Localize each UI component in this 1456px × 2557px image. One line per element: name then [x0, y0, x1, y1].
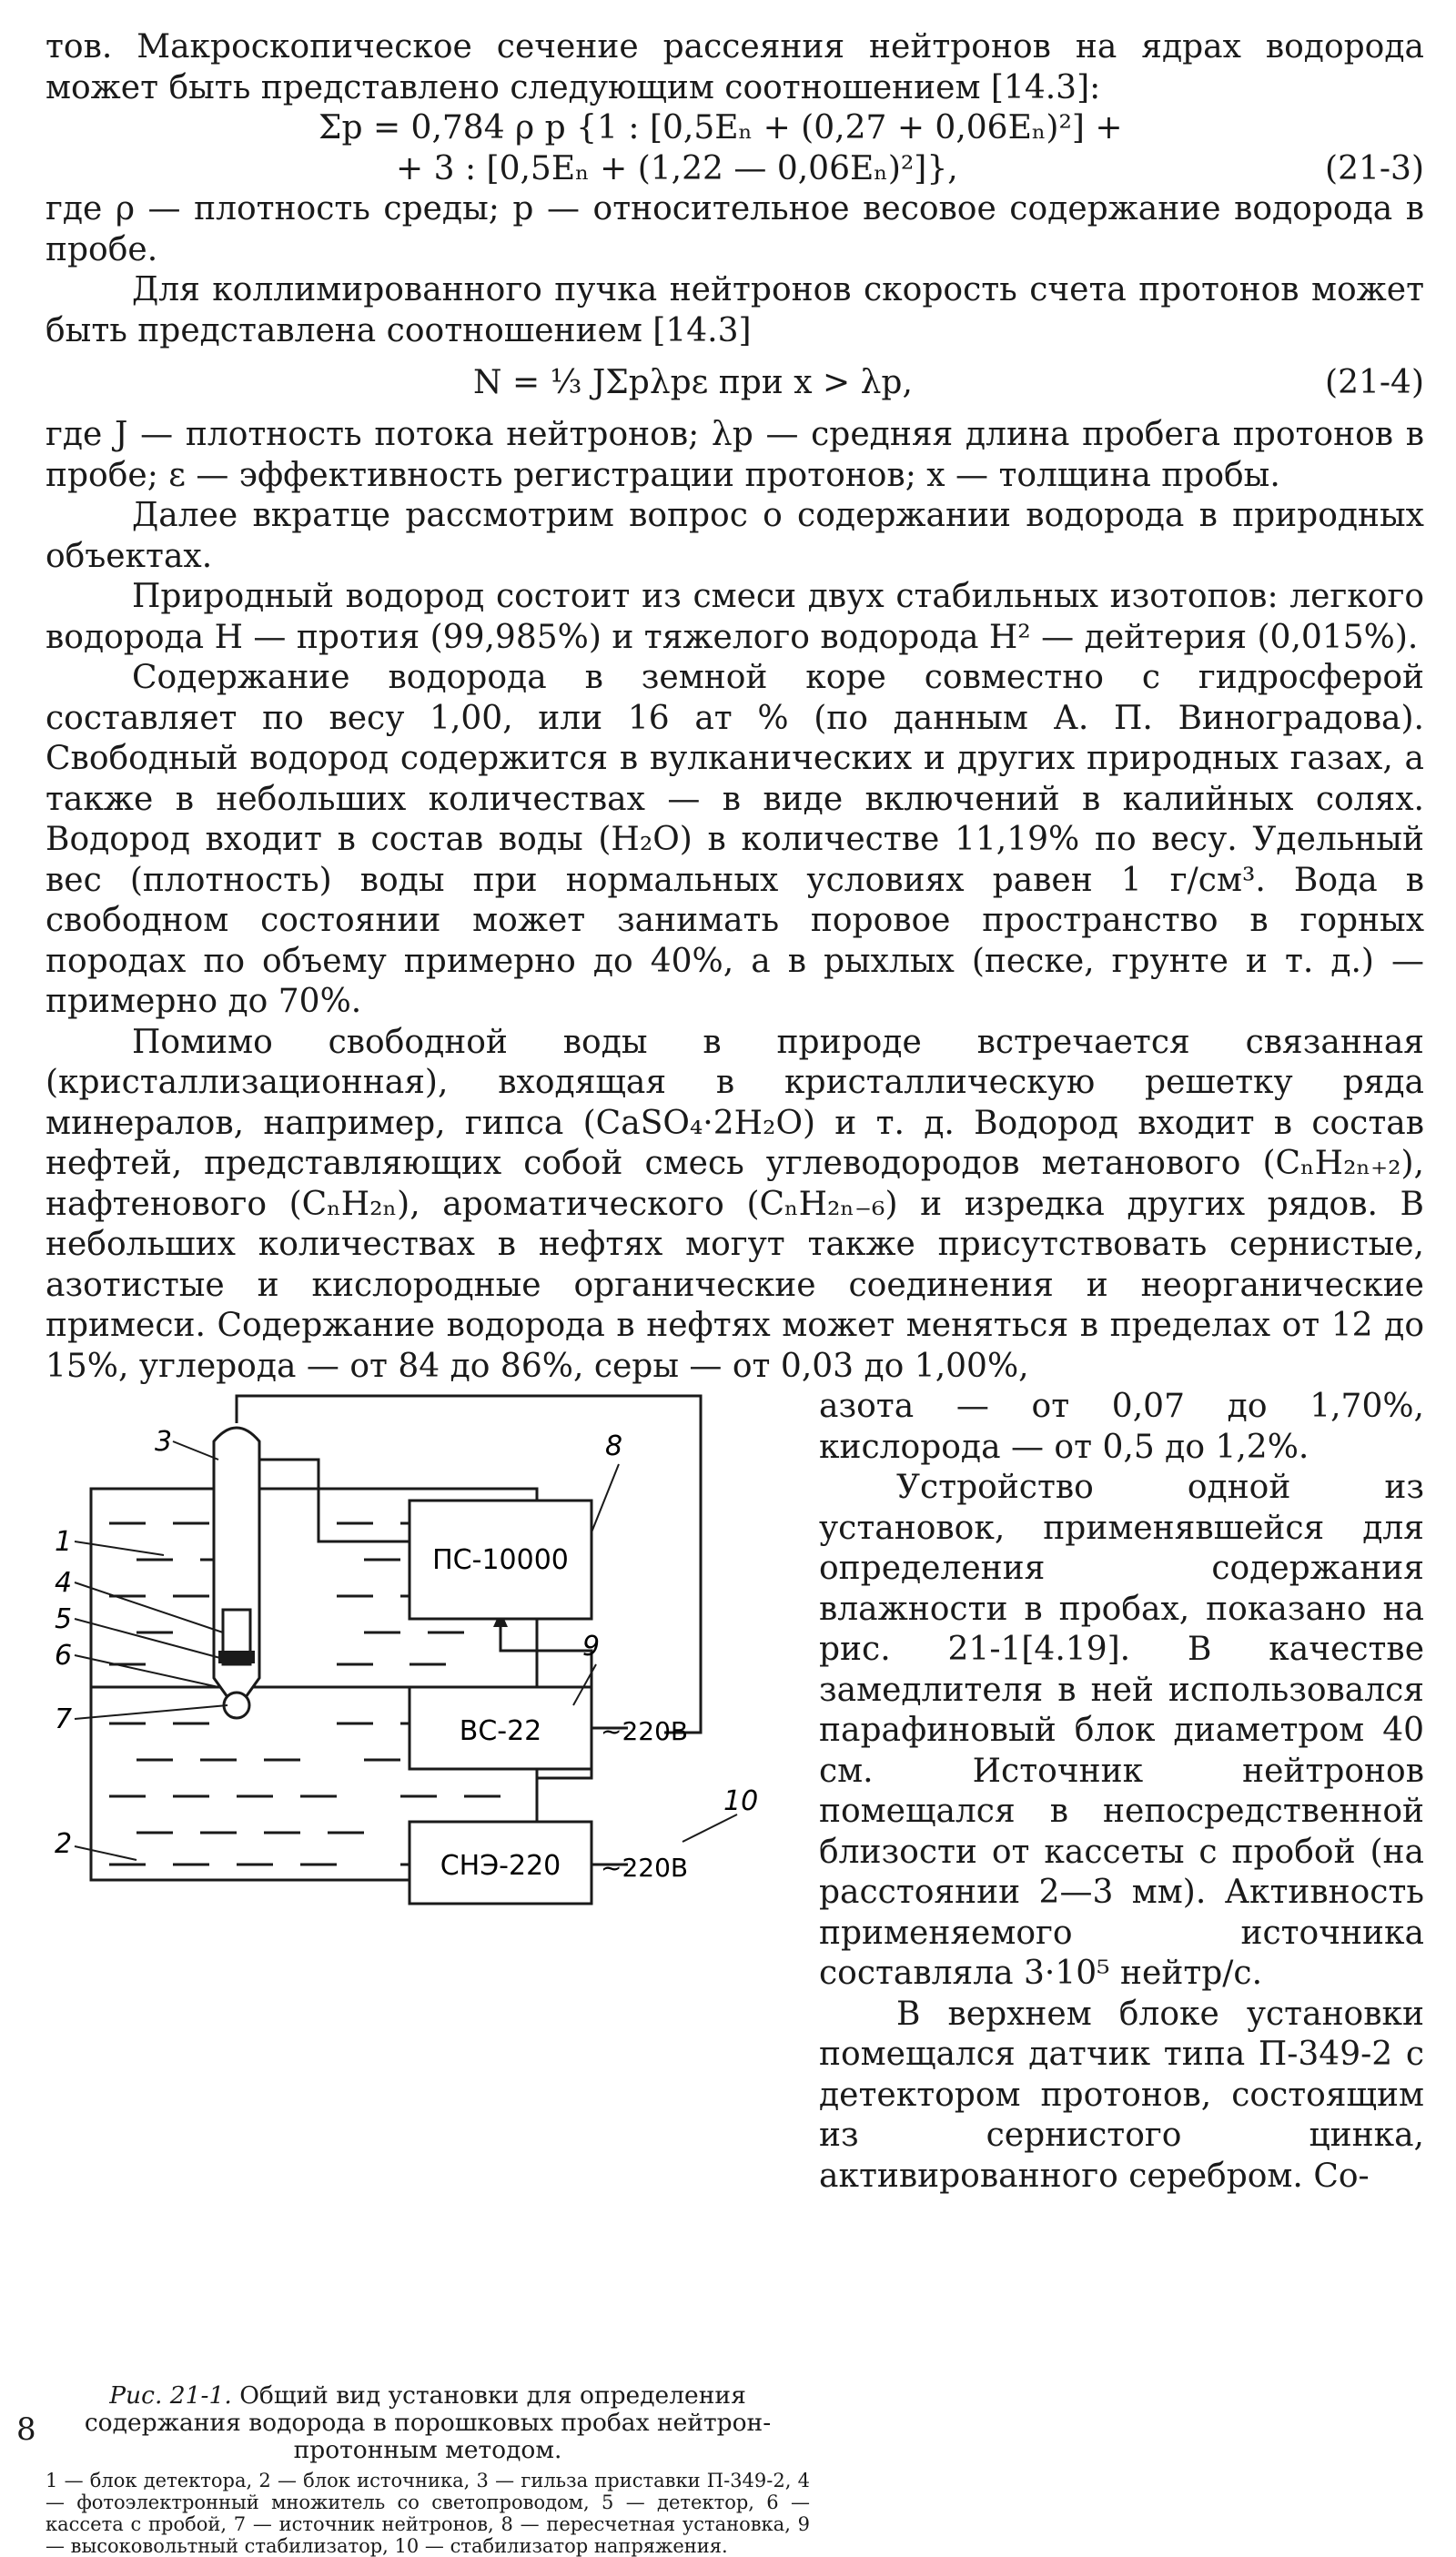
stab-label: СНЭ-220	[440, 1850, 561, 1882]
detector-sleeve	[214, 1428, 259, 1710]
label-10: 10	[723, 1785, 759, 1817]
label-5: 5	[55, 1603, 73, 1635]
setup-diagram	[46, 1387, 810, 2370]
figure-legend: 1 — блок детектора, 2 — блок источника, 3 — гильза приставки П-349-2, 4 — фотоэлектронный множитель со светопроводом, 5 — детектор, 6 — кассета с пробой, 7 — источник нейтронов, 8 — пересчетная установка, 9 — высоковольтный стабилизатор, 10 — стабилизатор напряжения.	[46, 2470, 810, 2557]
label-1: 1	[55, 1526, 73, 1558]
page	[46, 27, 1424, 2557]
paragraph-4: где J — плотность потока нейтронов; λp — средняя длина пробега протонов в пробе; ε — эффективность регистрации протонов; x — толщина пробы.	[46, 416, 1424, 494]
voltage-label-1: ~220В	[601, 1716, 689, 1746]
wire-signal	[259, 1460, 410, 1541]
label-6: 6	[55, 1640, 73, 1672]
neutron-source	[224, 1693, 249, 1718]
label-4: 4	[55, 1567, 73, 1599]
paragraph-5: Далее вкратце рассмотрим вопрос о содержании водорода в природных объектах.	[46, 497, 1424, 575]
paragraph-9: Устройство одной из установок, применявшейся для определения содержания влажности в пробах, показано на рис. 21-1[4.19]. В качестве замедлителя в ней использовался парафиновый блок диаметром 40 см. Источник нейтронов помещался в непосредственной близости от кассеты с пробой (на расстоянии 2—3 мм). Активность применяемого источника составляла 3·10⁵ нейтр/с.	[819, 1469, 1424, 1992]
label-3: 3	[155, 1426, 173, 1458]
label-9: 9	[582, 1631, 601, 1663]
label-7: 7	[55, 1703, 73, 1735]
formula-21-3-line1: Σp = 0,784 ρ p {1 : [0,5Eₙ + (0,27 + 0,06Eₙ)²] +	[318, 109, 1123, 147]
paragraph-8: Помимо свободной воды в природе встречается связанная (кристаллизационная), входящая в кристаллическую решетку ряда минералов, например, гипса (CaSO₄·2H₂O) и т. д. Водород входит в состав нефтей, представляющих собой смесь углеводородов метанового (CₙH₂ₙ₊₂), нафтенового (CₙH₂ₙ), ароматического (CₙH₂ₙ₋₆) и изредка других рядов. В небольших количествах в нефтях могут также присутствовать сернистые, азотистые и кислородные органические соединения и неорганические примеси. Содержание водорода в нефтях может меняться в пределах от 12 до 15%, углерода — от 84 до 86%, серы — от 0,03 до 1,00%,	[46, 1023, 1424, 1385]
paragraph-6: Природный водород состоит из смеси двух стабильных изотопов: легкого водорода Н — протия (99,985%) и тяжелого водорода Н² — дейтерия (0,015%).	[46, 578, 1424, 656]
figure-section	[46, 1387, 1424, 2557]
paragraph-3: Для коллимированного пучка нейтронов скорость счета протонов может быть представлена соотношением [14.3]	[46, 271, 1424, 349]
formula-21-4: N = ⅓ JΣpλpε при x > λp, (21-4)	[46, 351, 1424, 415]
detector-element	[218, 1651, 255, 1663]
paragraph-1: тов. Макроскопическое сечение рассеяния нейтронов на ядрах водорода может быть представлено следующим соотношением [14.3]:	[46, 28, 1424, 106]
paragraph-10: В верхнем блоке установки помещался датчик типа П-349-2 с детектором протонов, состоящим из сернистого цинка, активированного серебром. Со-	[819, 1995, 1424, 2195]
figure-caption: Рис. 21-1. Общий вид установки для определения содержания водорода в порошковых пробах нейтрон-протонным методом.	[84, 2381, 772, 2464]
paragraph-2: где ρ — плотность среды; p — относительное весовое содержание водорода в пробе.	[46, 190, 1424, 268]
page-number: 8	[16, 2411, 36, 2448]
voltage-label-2: ~220В	[601, 1853, 689, 1883]
paragraph-7: Содержание водорода в земной коре совместно с гидросферой составляет по весу 1,00, или 16 ат % (по данным А. П. Виноградова). Свободный водород содержится в вулканических и других природных газах, а также в небольших количествах — в виде включений в калийных солях. Водород входит в состав воды (H₂O) в количестве 11,19% по весу. Удельный вес (плотность) воды при нормальных условиях равен 1 г/см³. Вода в свободном состоянии может занимать поровое пространство в горных породах по объему примерно до 40%, а в рыхлых (песке, грунте и т. д.) — примерно до 70%.	[46, 659, 1424, 1020]
paragraph-8-continued: азота — от 0,07 до 1,70%, кислорода — от 0,5 до 1,2%.	[819, 1388, 1424, 1466]
counter-label: ПС-10000	[432, 1544, 569, 1576]
formula-number: (21-3)	[1325, 149, 1424, 187]
label-8: 8	[605, 1430, 623, 1462]
formula-number: (21-4)	[1325, 364, 1424, 401]
formula-21-3-line2: + 3 : [0,5Eₙ + (1,22 — 0,06Eₙ)²]}, (21-3)	[46, 149, 1424, 190]
hv-label: ВС-22	[459, 1715, 542, 1747]
right-column	[819, 1387, 1424, 2557]
figure-21-1	[46, 1387, 810, 2557]
label-2: 2	[55, 1828, 73, 1860]
